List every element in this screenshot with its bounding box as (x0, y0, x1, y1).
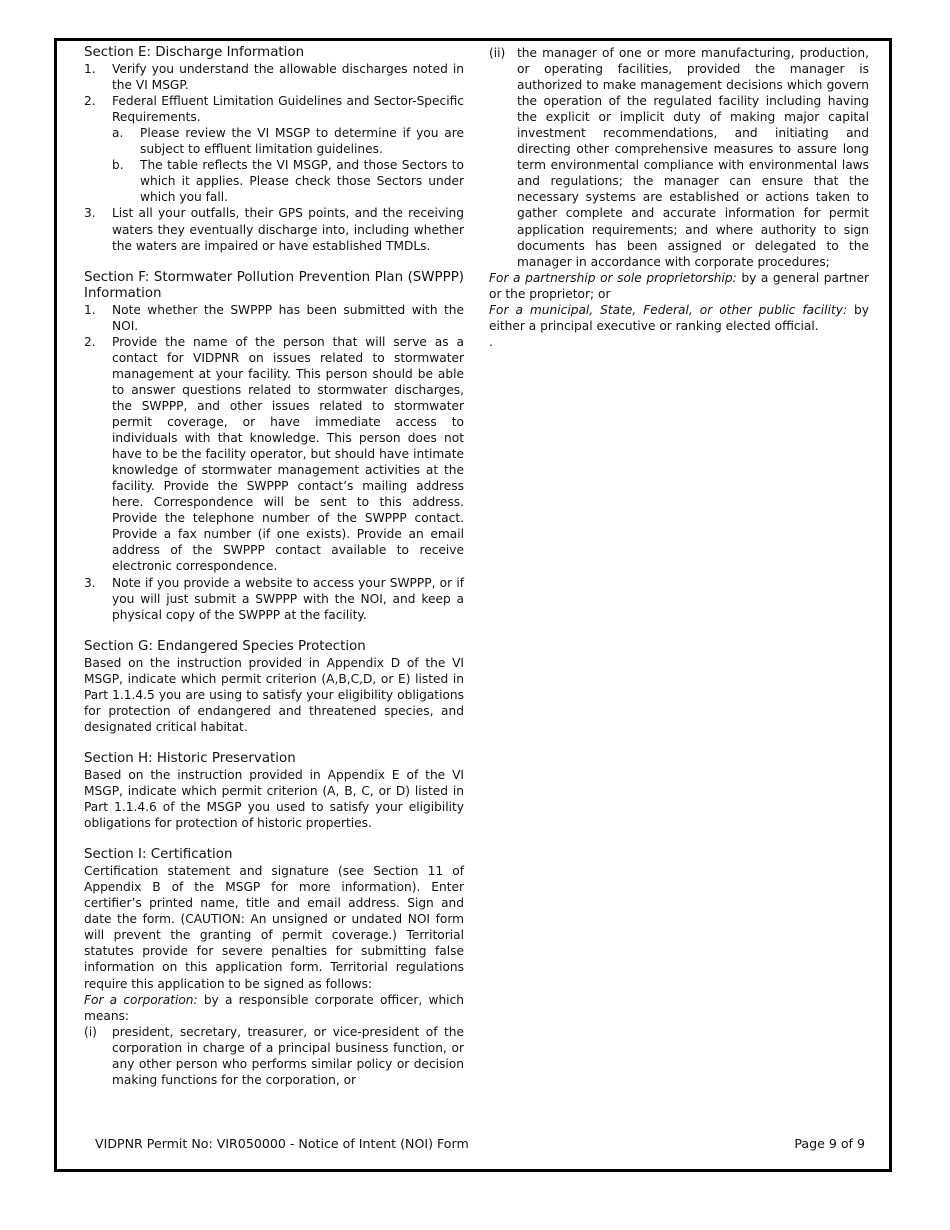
section-g-text: Based on the instruction provided in Appendix D of the VI MSGP, indicate which permit criterion (A,B,C,D, or E) listed in Part 1.1.4.5 you are using to satisfy your eligibility obligations for protection of endangered and threatened species, and designated critical habitat. (84, 655, 464, 734)
partnership-text: by a general partner or the proprietor; or (489, 270, 870, 301)
item-number: 2. (84, 94, 96, 109)
section-h (84, 751, 464, 831)
page-frame (54, 38, 892, 1172)
corporation-paragraph (84, 992, 464, 1024)
item-number: 3. (84, 206, 96, 221)
item-text: Federal Effluent Limitation Guidelines and Sector-Specific Requirements. (112, 94, 464, 125)
item-text: List all your outfalls, their GPS points, and the receiving waters they eventually discharge into, including whether the waters are impaired or have established TMDLs. (112, 206, 464, 253)
section-f-title: Section F: Stormwater Pollution Prevention Plan (SWPPP) Information (84, 269, 464, 301)
item-number: 3. (84, 575, 96, 590)
list-item (84, 61, 464, 93)
section-e (84, 45, 464, 254)
item-text: Provide the name of the person that will serve as a contact for VIDPNR on issues related to stormwater management at your facility. This person should be able to answer questions related to stormwater discharges, the SWPPP, and other issues related to stormwater permit coverage, or have immediate access to individuals with that knowledge. This person does not have to be the facility operator, but should have intimate knowledge of stormwater management activities at the facility. Provide the SWPPP contact’s mailing address here. Correspondence will be sent to this address. Provide the telephone number of the SWPPP contact. Provide a fax number (if one exists). Provide an email address of the SWPPP contact available to receive electronic correspondence. (112, 334, 464, 574)
section-g-title: Section G: Endangered Species Protection (84, 638, 366, 654)
municipal-paragraph (489, 302, 869, 334)
section-h-text: Based on the instruction provided in Appendix E of the VI MSGP, indicate which permit criterion (A, B, C, or D) listed in Part 1.1.4.6 of the MSGP you used to satisfy your eligibility obligations for protection of historic properties. (84, 767, 464, 831)
item-number: 2. (84, 334, 96, 349)
item-number: 1. (84, 302, 96, 317)
left-column (84, 45, 464, 1104)
list-item (84, 575, 464, 623)
section-f (84, 270, 464, 623)
list-item (84, 205, 464, 253)
list-item (84, 1024, 464, 1088)
item-text: Note whether the SWPPP has been submitted with the NOI. (112, 302, 464, 333)
footer-form-title: VIDPNR Permit No: VIR050000 - Notice of Intent (NOI) Form (95, 1136, 469, 1151)
item-number: (ii) (489, 46, 506, 60)
municipal-label: For a municipal, State, Federal, or other public facility: (489, 302, 848, 317)
item-text: The table reflects the VI MSGP, and those Sectors to which it applies. Please check those Sectors under which you fall. (140, 158, 464, 205)
section-i-title: Section I: Certification (84, 847, 233, 863)
item-number: (i) (84, 1024, 97, 1039)
section-g (84, 639, 464, 735)
item-text: Verify you understand the allowable discharges noted in the VI MSGP. (112, 62, 464, 93)
item-text: president, secretary, treasurer, or vice-president of the corporation in charge of a principal business function, or any other person who performs similar policy or decision making functions for the corporation, or (112, 1024, 464, 1087)
list-item (84, 334, 464, 575)
sub-list-item (84, 125, 464, 157)
page-footer (95, 1136, 865, 1151)
footer-page-number: Page 9 of 9 (794, 1136, 865, 1151)
item-number: 1. (84, 62, 96, 77)
item-number: b. (112, 158, 124, 173)
section-e-title: Section E: Discharge Information (84, 45, 305, 60)
list-item (84, 302, 464, 334)
corporation-label: For a corporation: (84, 992, 198, 1007)
section-i-text: Certification statement and signature (see Section 11 of Appendix B of the MSGP for more information). Enter certifier’s printed name, title and email address. Sign and date the form. (CAUTION: An unsigned or undated NOI form will prevent the granting of permit coverage.) Territorial statutes provide for severe penalties for submitting false information on this application form. Territorial regulations require this application to be signed as follows: (84, 864, 464, 991)
item-text: Please review the VI MSGP to determine if you are subject to effluent limitation guidelines. (140, 126, 464, 157)
list-item (84, 93, 464, 125)
sub-list-item (84, 157, 464, 205)
partnership-label: For a partnership or sole proprietorship: (489, 270, 737, 285)
partnership-paragraph (489, 270, 869, 302)
right-column (489, 45, 869, 350)
list-item (489, 45, 869, 270)
section-i (84, 847, 464, 1088)
trailing-period: . (489, 334, 493, 349)
item-text: the manager of one or more manufacturing, production, or operating facilities, provided the manager is authorized to make management decisions which govern the operation of the regulated facility including having the explicit or implicit duty of making major capital investment recommendations, and initiating and directing other comprehensive measures to assure long term environmental compliance with environmental laws and regulations; the manager can ensure that the necessary systems are established or actions taken to gather complete and accurate information for permit application requirements; and where authority to sign documents has been assigned or delegated to the manager in accordance with corporate procedures; (517, 46, 869, 269)
municipal-text: by either a principal executive or ranking elected official. (489, 302, 869, 333)
item-text: Note if you provide a website to access your SWPPP, or if you will just submit a SWPPP with the NOI, and keep a physical copy of the SWPPP at the facility. (112, 575, 464, 622)
item-number: a. (112, 126, 124, 141)
section-h-title: Section H: Historic Preservation (84, 750, 296, 766)
corporation-text: by a responsible corporate officer, which means: (84, 992, 464, 1023)
